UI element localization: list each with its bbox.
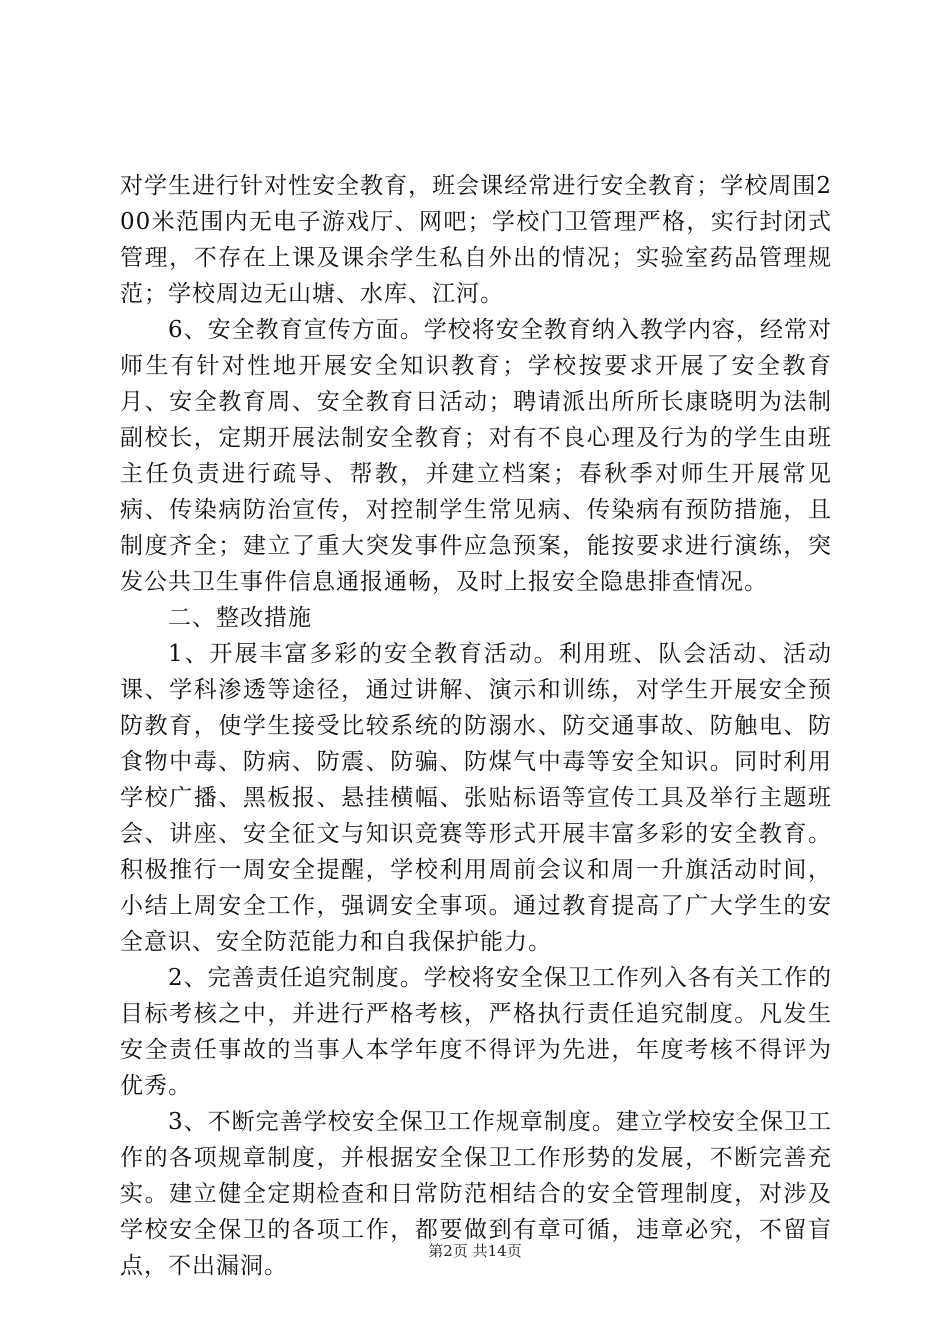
paragraph-continuation: 对学生进行针对性安全教育，班会课经常进行安全教育；学校周围200米范围内无电子游戏厅、网吧；学校门卫管理严格，实行封闭式管理，不存在上课及课余学生私自外出的情况；实验室药品管理规范；学校周边无山塘、水库、江河。 <box>120 173 832 307</box>
paragraph-safety-education-promotion: 6、安全教育宣传方面。学校将安全教育纳入教学内容，经常对师生有针对性地开展安全知识教育；学校按要求开展了安全教育月、安全教育周、安全教育日活动；聘请派出所所长康晓明为法制副校长，定期开展法制安全教育；对有不良心理及行为的学生由班主任负责进行疏导、帮教，并建立档案；春秋季对师生开展常见病、传染病防治宣传，对控制学生常见病、传染病有预防措施，且制度齐全；建立了重大突发事件应急预案，能按要求进行演练，突发公共卫生事件信息通报通畅，及时上报安全隐患排查情况。 <box>120 317 832 595</box>
section-heading-rectification-measures: 二、整改措施 <box>168 605 312 631</box>
document-body <box>120 168 832 1284</box>
paragraph-rules-and-regulations: 3、不断完善学校安全保卫工作规章制度。建立学校安全保卫工作的各项规章制度，并根据安全保卫工作形势的发展，不断完善充实。建立健全定期检查和日常防范相结合的安全管理制度，对涉及学校安全保卫的各项工作，都要做到有章可循，违章必究，不留盲点，不出漏洞。 <box>120 1109 832 1279</box>
page-number-footer: 第2页 共14页 <box>428 1242 522 1260</box>
paragraph-responsibility-system: 2、完善责任追究制度。学校将安全保卫工作列入各有关工作的目标考核之中，并进行严格考核，严格执行责任追究制度。凡发生安全责任事故的当事人本学年度不得评为先进，年度考核不得评为优秀。 <box>120 965 832 1099</box>
paragraph-education-activities: 1、开展丰富多彩的安全教育活动。利用班、队会活动、活动课、学科渗透等途径，通过讲解、演示和训练，对学生开展安全预防教育，使学生接受比较系统的防溺水、防交通事故、防触电、防食物中毒、防病、防震、防骗、防煤气中毒等安全知识。同时利用学校广播、黑板报、悬挂横幅、张贴标语等宣传工具及举行主题班会、讲座、安全征文与知识竞赛等形式开展丰富多彩的安全教育。积极推行一周安全提醒，学校利用周前会议和周一升旗活动时间，小结上周安全工作，强调安全事项。通过教育提高了广大学生的安全意识、安全防范能力和自我保护能力。 <box>120 641 832 955</box>
